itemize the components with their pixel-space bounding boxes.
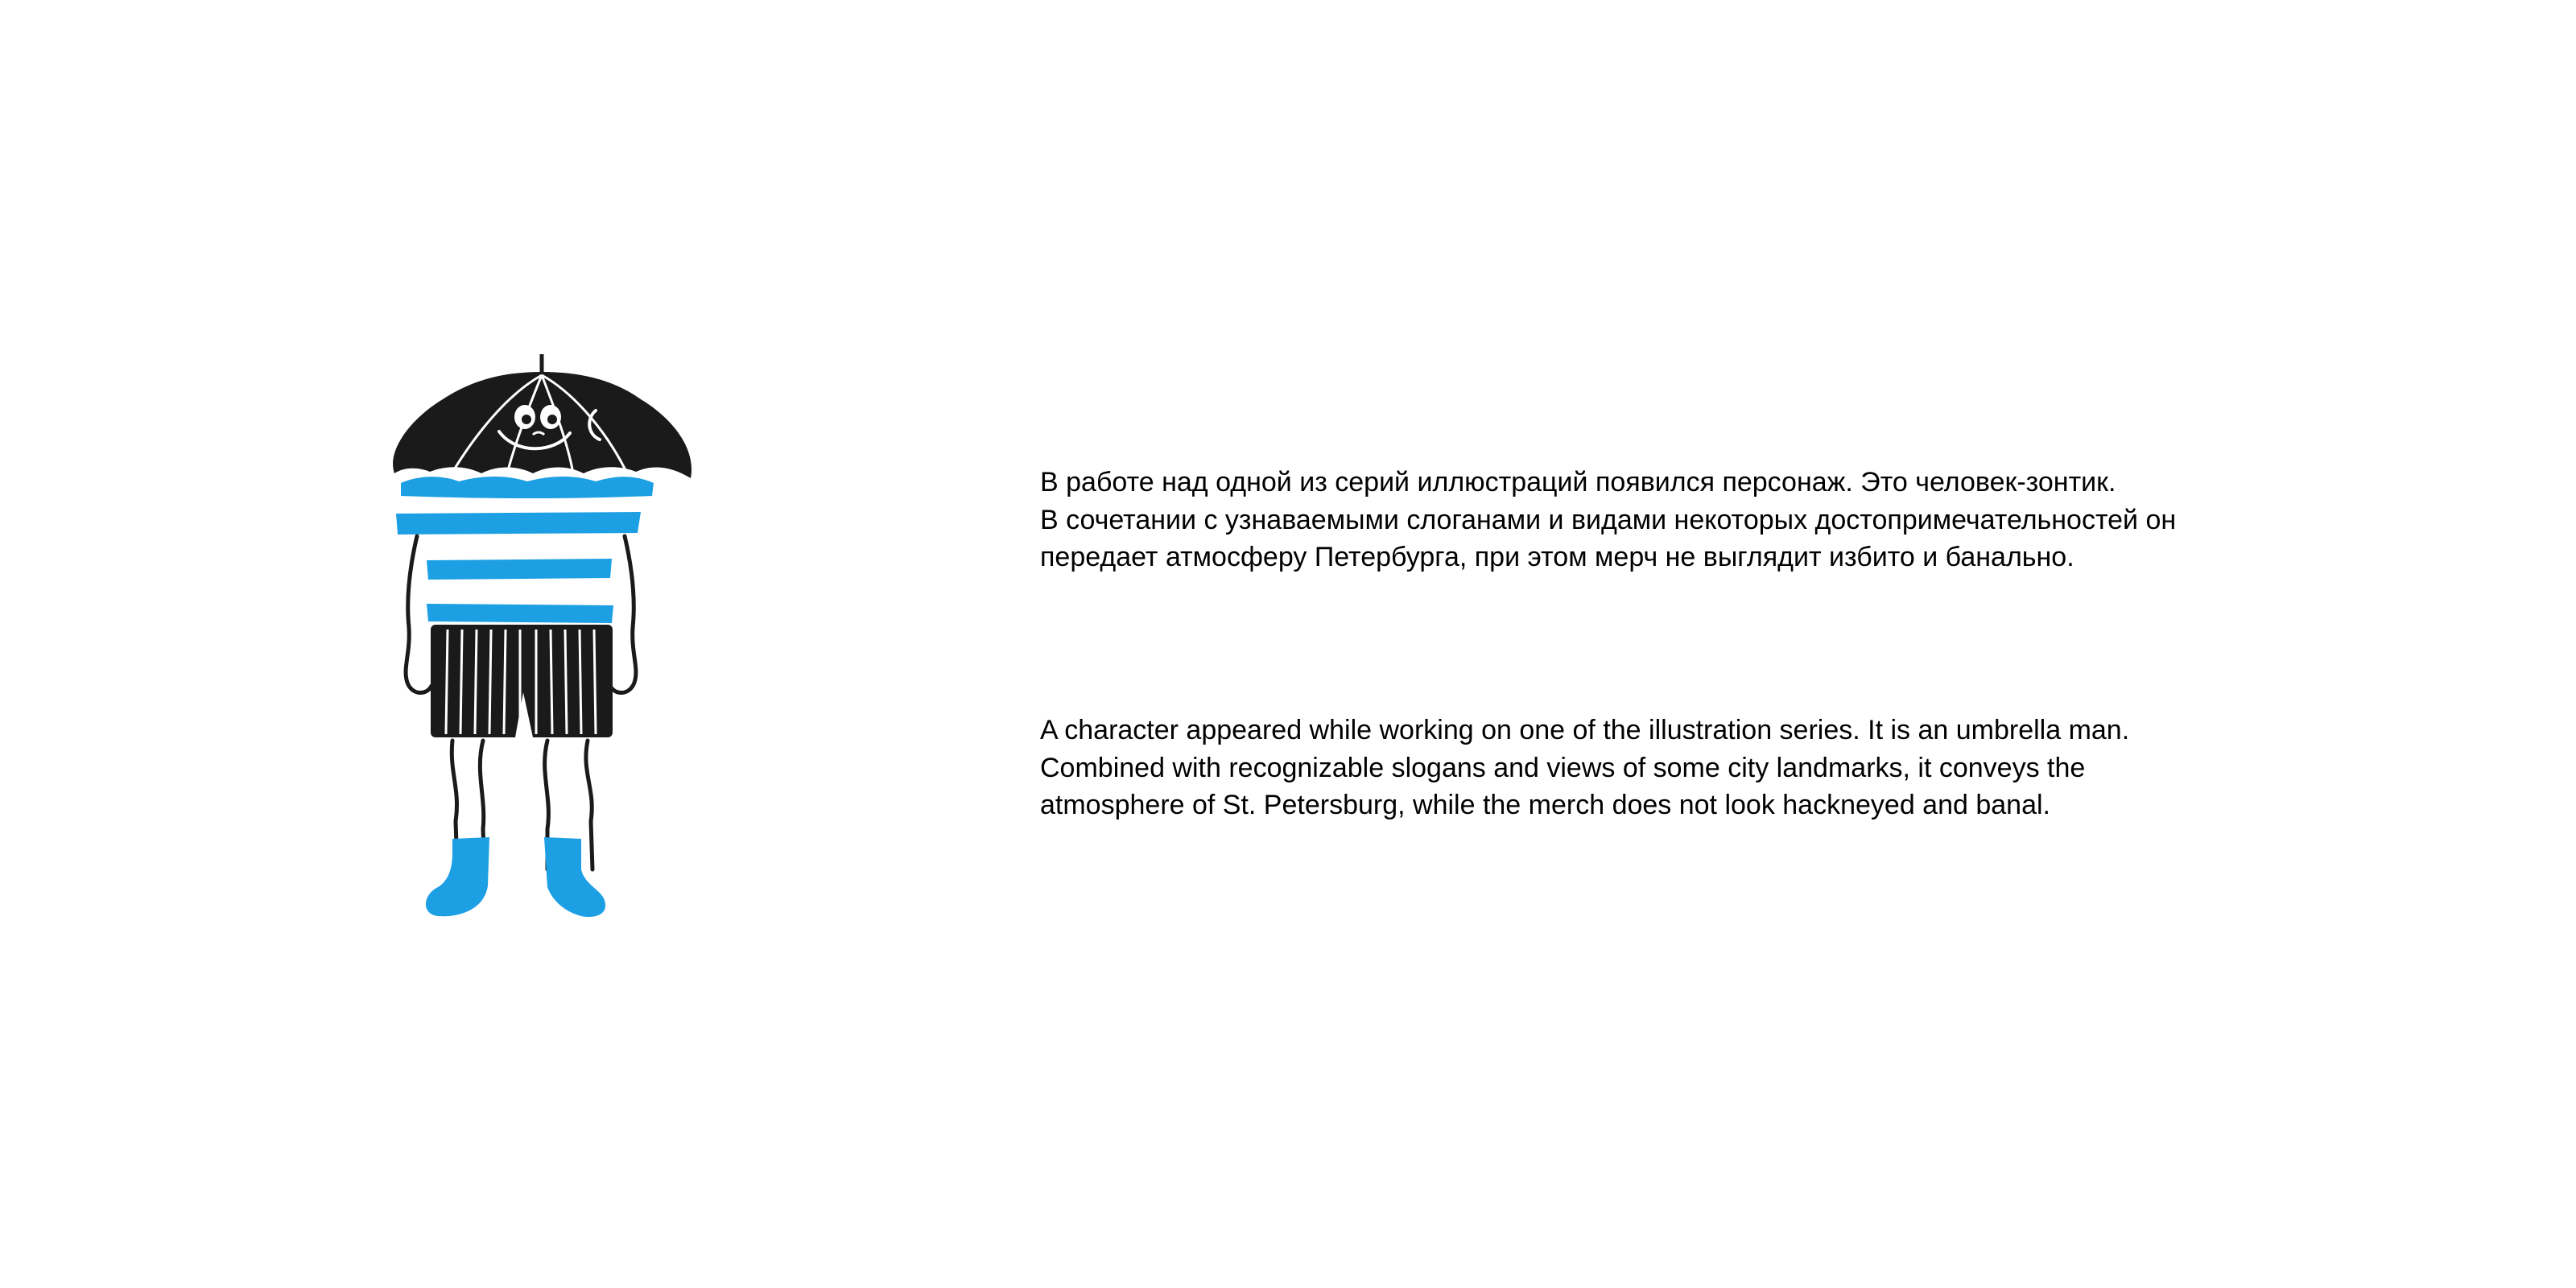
right-boot [544, 837, 605, 917]
umbrella-man-illustration [354, 354, 773, 934]
description-en-line: A character appeared while working on one of the illustration series. It is an umbrella man. [1040, 715, 2130, 745]
left-boot [426, 837, 489, 916]
description-english [1040, 712, 2328, 824]
description-en-line: Combined with recognizable slogans and views of some city landmarks, it conveys the [1040, 752, 2086, 783]
right-leg-outer [586, 741, 592, 869]
description-en-line: atmosphere of St. Petersburg, while the merch does not look hackneyed and banal. [1040, 790, 2050, 820]
umbrella-canopy [393, 372, 691, 478]
shirt-stripe [401, 477, 654, 498]
shirt-stripe [396, 512, 641, 535]
description-ru-line: В сочетании с узнаваемыми слоганами и видами некоторых достопримечательностей он [1040, 504, 2177, 535]
right-pupil [547, 415, 557, 424]
description-ru-line: передает атмосферу Петербурга, при этом мерч не выглядит избито и банально. [1040, 542, 2074, 572]
description-russian [1040, 464, 2328, 576]
left-pupil [522, 415, 531, 424]
shirt-stripe [427, 604, 613, 623]
description-ru-line: В работе над одной из серий иллюстраций появился персонаж. Это человек-зонтик. [1040, 467, 2116, 497]
shirt-stripe [427, 559, 612, 580]
umbrella-man-drawing [354, 354, 773, 934]
right-arm [610, 536, 636, 693]
